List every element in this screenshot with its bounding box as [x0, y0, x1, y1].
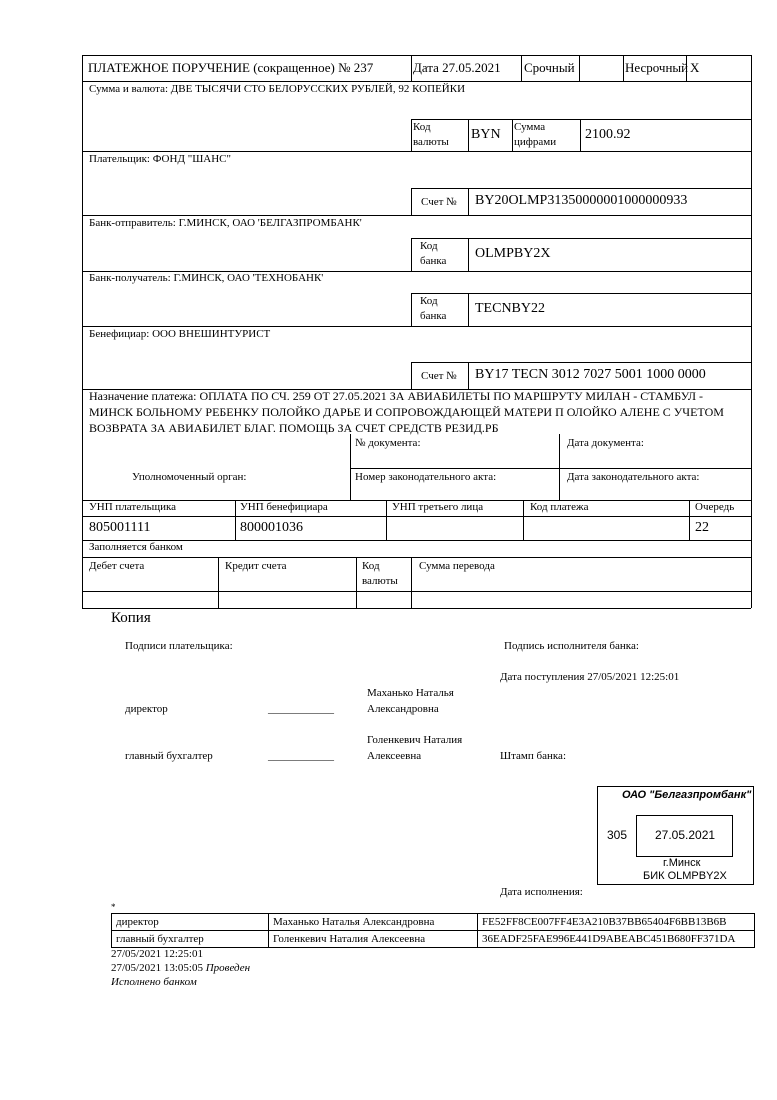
authority-label: Уполномоченный орган:	[132, 471, 247, 483]
signer-name: Голенкевич Наталия Алексеевна	[269, 931, 478, 948]
execution-date-label: Дата исполнения:	[500, 886, 583, 898]
receiver-bank-label: Банк-получатель: Г.МИНСК, ОАО 'ТЕХНОБАНК'	[89, 272, 324, 284]
currency-code-label: Код	[413, 121, 431, 133]
amount-label: Сумма	[514, 121, 546, 133]
stamp-date: 27.05.2021	[655, 828, 716, 842]
footnote-asterisk: *	[111, 902, 116, 912]
unp-beneficiary-value: 800001036	[240, 520, 303, 535]
digital-signatures-table	[111, 913, 755, 948]
director-name-2: Александровна	[367, 703, 439, 715]
timestamp-processed	[111, 962, 250, 975]
doc-date-label: Дата документа:	[567, 437, 644, 449]
queue-label: Очередь	[695, 501, 735, 513]
timestamp-value: 27/05/2021 13:05:05	[111, 962, 203, 974]
document-date: Дата 27.05.2021	[413, 60, 501, 75]
accountant-name-2: Алексеевна	[367, 750, 422, 762]
credit-label: Кредит счета	[225, 560, 287, 572]
processed-status: Проведен	[205, 962, 251, 974]
purpose-line: ВОЗВРАТА ЗА АВИАБИЛЕТ БЛАГ. ПОМОЩЬ ЗА СЧЕТ СРЕДСТВ РЕЗИД.РБ	[89, 421, 499, 435]
receiver-bank-code-label: Код	[420, 295, 438, 307]
doc-number-label: № документа:	[355, 437, 421, 449]
accountant-signature-line: ____________	[268, 750, 334, 762]
amount-value: 2100.92	[585, 127, 631, 142]
payer-account-label: Счет №	[421, 196, 457, 208]
amount-label-2: цифрами	[514, 136, 557, 148]
signature-hash: 36EADF25FAE996E441D9ABEABC451B680FF371DA	[478, 931, 755, 948]
act-date-label: Дата законодательного акта:	[567, 471, 700, 483]
purpose-line: МИНСК БОЛЬНОМУ РЕБЕНКУ ПОЛОЙКО ДАРЬЕ И СОПРОВОЖДАЮЩЕЙ МАТЕРИ П ОЛОЙКО АЛЕНЕ С УЧЕТОМ	[89, 405, 724, 419]
unp-payer-value: 805001111	[89, 520, 151, 535]
table-row	[112, 931, 755, 948]
sender-bank-code-label: Код	[420, 240, 438, 252]
table-row	[112, 914, 755, 931]
timestamp-received: 27/05/2021 12:25:01	[111, 948, 203, 960]
payment-purpose	[89, 388, 739, 436]
bank-section-title: Заполняется банком	[89, 541, 183, 553]
unp-beneficiary-label: УНП бенефициара	[240, 501, 328, 513]
non-urgent-label: Несрочный	[625, 60, 689, 75]
sender-bank-code: OLMPBY2X	[475, 246, 551, 261]
payer-account: BY20OLMP31350000001000000933	[475, 193, 688, 208]
stamp-number: 305	[607, 828, 628, 842]
bank-stamp-label: Штамп банка:	[500, 750, 566, 762]
executed-by-bank: Исполнено банком	[111, 976, 197, 988]
transfer-sum-label: Сумма перевода	[419, 560, 495, 572]
sender-bank-code-label-2: банка	[420, 255, 447, 267]
debit-label: Дебет счета	[89, 560, 145, 572]
beneficiary-account: BY17 TECN 3012 7027 5001 1000 0000	[475, 367, 706, 382]
stamp-city: г.Минск	[663, 857, 701, 869]
sender-bank-label: Банк-отправитель: Г.МИНСК, ОАО 'БЕЛГАЗПРОМБАНК'	[89, 217, 362, 229]
act-number-label: Номер законодательного акта:	[355, 471, 497, 483]
non-urgent-mark: X	[690, 60, 700, 75]
bank-signature-label: Подпись исполнителя банка:	[504, 640, 639, 652]
director-role: директор	[125, 703, 168, 715]
stamp-bank-name: ОАО "Белгазпромбанк"	[622, 789, 752, 801]
signer-role: главный бухгалтер	[112, 931, 269, 948]
queue-value: 22	[695, 520, 709, 535]
payment-code-label: Код платежа	[530, 501, 589, 513]
beneficiary-account-label: Счет №	[421, 370, 457, 382]
payer-signatures-label: Подписи плательщика:	[125, 640, 233, 652]
bank-currency-label: Код	[362, 560, 380, 572]
signer-role: директор	[112, 914, 269, 931]
unp-payer-label: УНП плательщика	[89, 501, 177, 513]
purpose-line: Назначение платежа: ОПЛАТА ПО СЧ. 259 ОТ 27.05.2021 ЗА АВИАБИЛЕТЫ ПО МАРШРУТУ МИЛАН - СТАМБУЛ -	[89, 389, 704, 403]
payer-label: Плательщик: ФОНД "ШАНС"	[89, 153, 232, 165]
document-title: ПЛАТЕЖНОЕ ПОРУЧЕНИЕ (сокращенное) № 237	[88, 60, 374, 75]
bank-currency-label-2: валюты	[362, 575, 398, 587]
unp-third-label: УНП третьего лица	[392, 501, 484, 513]
copy-label: Копия	[111, 610, 151, 626]
stamp-bic: БИК OLMPBY2X	[643, 870, 727, 882]
amount-in-words: Сумма и валюта: ДВЕ ТЫСЯЧИ СТО БЕЛОРУССКИХ РУБЛЕЙ, 92 КОПЕЙКИ	[89, 83, 466, 95]
director-name-1: Маханько Наталья	[367, 687, 454, 699]
signer-name: Маханько Наталья Александровна	[269, 914, 478, 931]
beneficiary-label: Бенефициар: ООО ВНЕШИНТУРИСТ	[89, 328, 271, 340]
receiver-bank-code: TECNBY22	[475, 301, 545, 316]
accountant-name-1: Голенкевич Наталия	[367, 734, 463, 746]
currency-code-value: BYN	[471, 127, 501, 142]
received-date: Дата поступления 27/05/2021 12:25:01	[500, 671, 680, 683]
currency-code-label-2: валюты	[413, 136, 449, 148]
accountant-role: главный бухгалтер	[125, 750, 213, 762]
urgent-label: Срочный	[524, 60, 575, 75]
receiver-bank-code-label-2: банка	[420, 310, 447, 322]
director-signature-line: ____________	[268, 703, 334, 715]
signature-hash: FE52FF8CE007FF4E3A210B37BB65404F6BB13B6B	[478, 914, 755, 931]
